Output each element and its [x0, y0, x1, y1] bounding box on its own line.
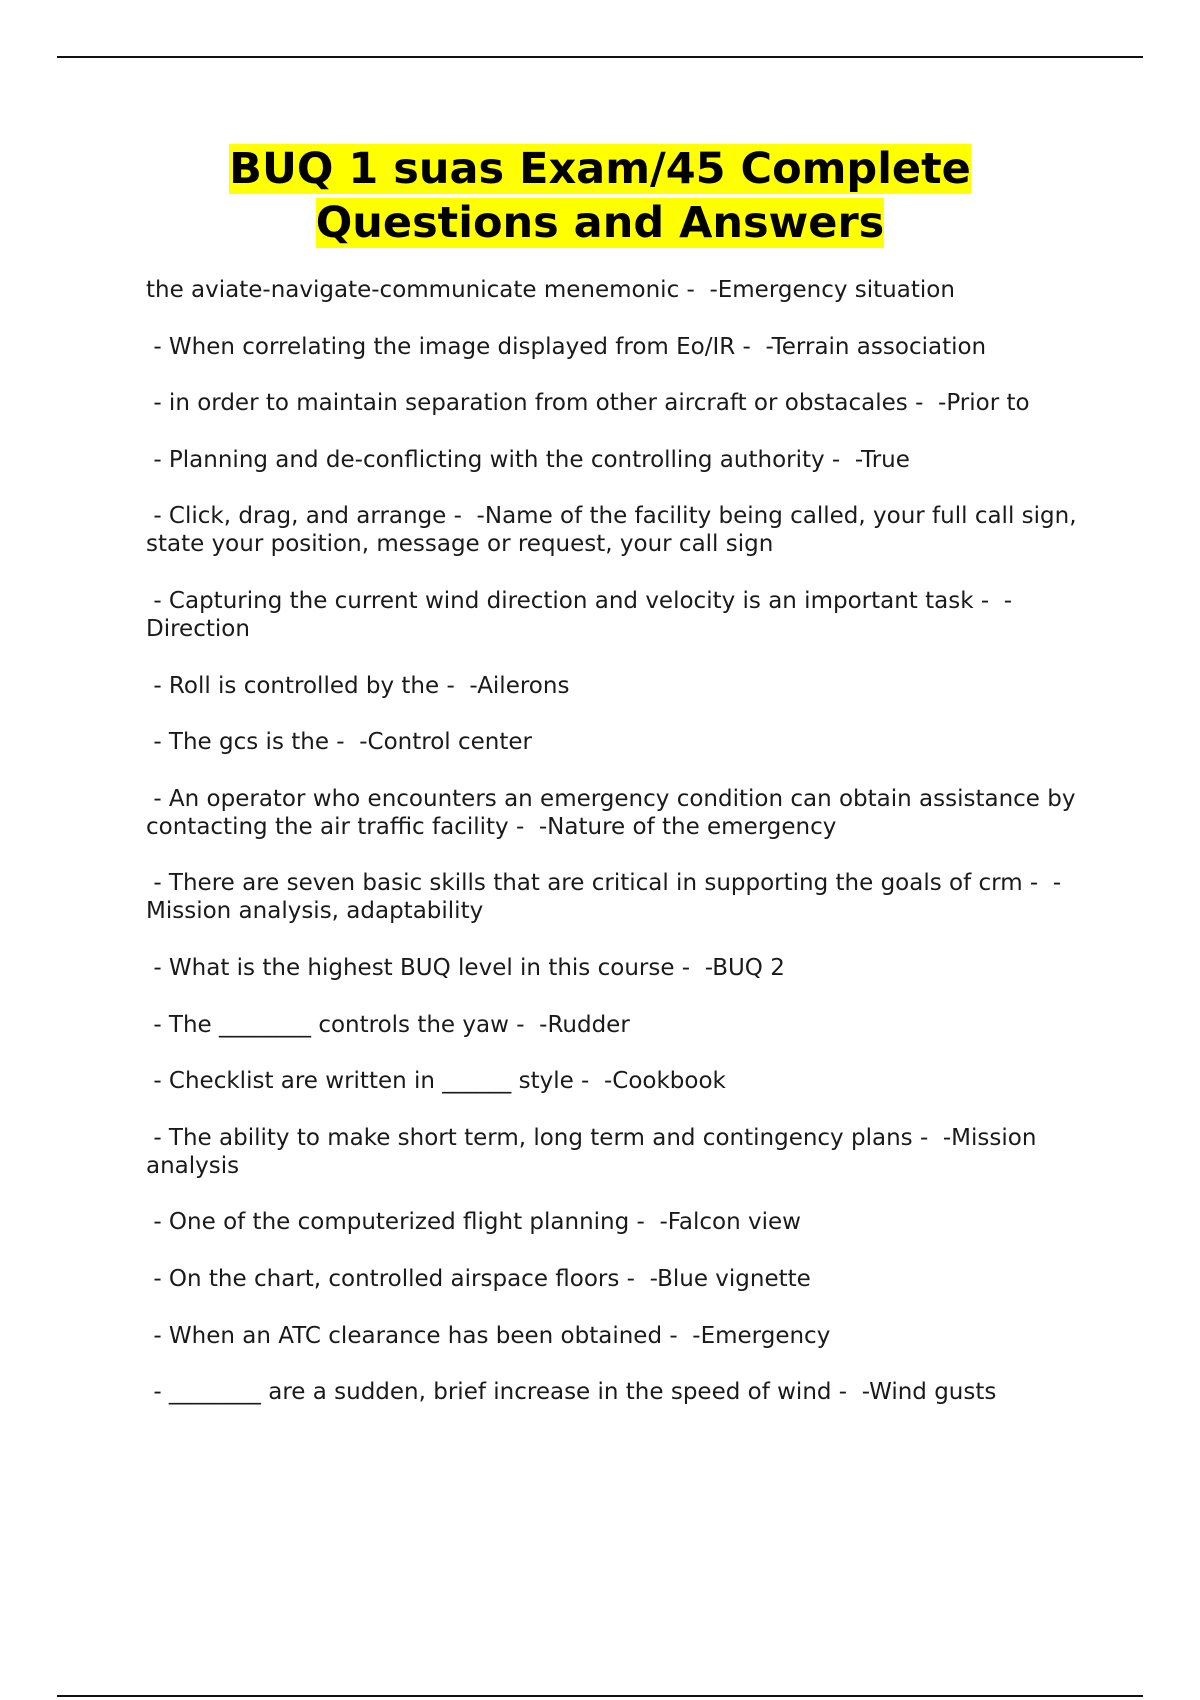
qa-item: - When an ATC clearance has been obtained - -Emergency: [146, 1322, 831, 1349]
qa-item: - Checklist are written in ______ style - -Cookbook: [146, 1068, 726, 1095]
qa-item: - The ability to make short term, long term and contingency plans - -Mission analysis: [146, 1124, 1044, 1179]
qa-item: - Roll is controlled by the - -Ailerons: [146, 672, 570, 699]
qa-item: - On the chart, controlled airspace floors - -Blue vignette: [146, 1265, 811, 1292]
qa-item: - ________ are a sudden, brief increase in the speed of wind - -Wind gusts: [146, 1379, 997, 1406]
qa-item: - The gcs is the - -Control center: [146, 729, 532, 756]
qa-item: - The ________ controls the yaw - -Rudder: [146, 1011, 630, 1038]
qa-item: - There are seven basic skills that are critical in supporting the goals of crm - -Mission analysis, adaptability: [146, 870, 1062, 925]
qa-item: the aviate-navigate-communicate menemonic - -Emergency situation: [146, 277, 955, 303]
qa-item: - One of the computerized flight planning - -Falcon view: [146, 1209, 801, 1236]
qa-item: - Capturing the current wind direction and velocity is an important task - -Direction: [146, 587, 1013, 642]
qa-item: - Click, drag, and arrange - -Name of the facility being called, your full call sign, state your position, message or request, your call sign: [146, 503, 1084, 558]
qa-item: - What is the highest BUQ level in this course - -BUQ 2: [146, 954, 785, 981]
bottom-rule: [57, 1695, 1143, 1697]
qa-item: - in order to maintain separation from other aircraft or obstacales - -Prior to: [146, 390, 1030, 417]
title-block: [0, 142, 1200, 250]
qa-list: [146, 276, 1096, 1435]
qa-item: - Planning and de-conflicting with the controlling authority - -True: [146, 446, 910, 473]
qa-item: - An operator who encounters an emergency condition can obtain assistance by contacting the air traffic facility - -Nature of the emergency: [146, 785, 1083, 840]
top-rule: [57, 56, 1143, 58]
document-title: BUQ 1 suas Exam/45 Complete Questions and Answers: [229, 144, 971, 248]
qa-item: - When correlating the image displayed from Eo/IR - -Terrain association: [146, 333, 987, 360]
